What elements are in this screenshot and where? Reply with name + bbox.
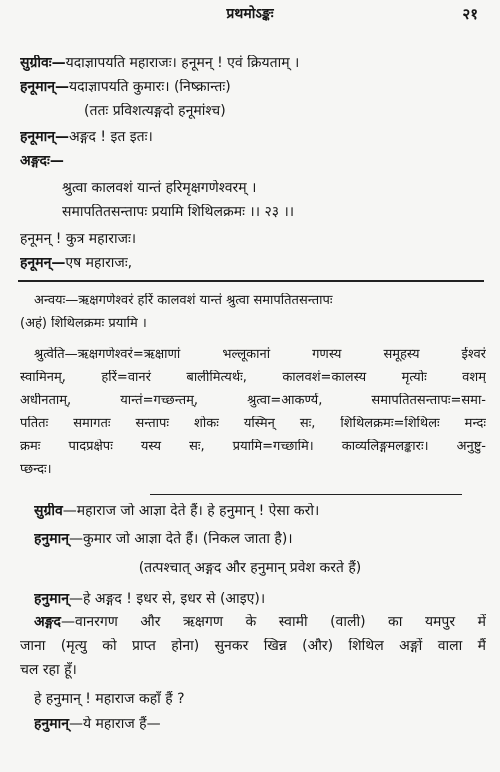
dialogue-text: —कुमार जो आज्ञा देते हैं। (निकल जाता है)। [68, 531, 293, 547]
sanskrit-line [20, 79, 486, 97]
page-number: २१ [462, 5, 478, 23]
dialogue-text: —महाराज जो आज्ञा देते हैं। हे हनुमान् ! ऐसा करो। [62, 503, 320, 519]
verse-line: श्रुत्वा कालवशं यान्तं हरिमृक्षगणेश्वरम् । [62, 180, 257, 196]
hindi-line [34, 716, 486, 734]
dialogue-text: अङ्गद ! इत इतः। [68, 129, 153, 145]
running-title: प्रथमोऽङ्कः [226, 6, 274, 22]
commentary-line: श्रुत्वेति—ऋक्षगणेश्वरं=ऋक्षाणां भल्लूकानां गणस्य समूहस्य ईश्वरं [34, 347, 486, 362]
hindi-line: हे हनुमान् ! महाराज कहाँ हैं ? [34, 691, 185, 707]
section-divider [150, 494, 462, 495]
hindi-line [34, 614, 486, 632]
anvaya-line: अन्वयः—ऋक्षगणेश्वरं हरिं कालवशं यान्तं श्रुत्वा समापतितसन्तापः [34, 293, 333, 308]
hindi-line: चल रहा हूँ। [20, 662, 77, 678]
hindi-line [34, 503, 486, 521]
page-header [0, 4, 500, 24]
dialogue-text: यदाज्ञापयति महाराजः। हनूमन् ! एवं क्रियताम् । [65, 55, 300, 71]
stage-direction: (तत्पश्चात् अङ्गद और हनुमान् प्रवेश करते हैं) [138, 560, 362, 576]
dialogue-text: —ये महाराज हैं— [68, 716, 161, 732]
speaker-name: अङ्गद [34, 614, 61, 630]
sanskrit-line: हनूमन् ! कुत्र महाराजः। [20, 231, 137, 247]
sanskrit-line [20, 55, 486, 73]
speaker-name: हनुमान् [34, 591, 69, 607]
section-divider [18, 280, 484, 282]
sanskrit-line [20, 255, 486, 273]
stage-direction: (ततः प्रविशत्यङ्गदो हनूमांश्च) [84, 103, 226, 119]
speaker-name: हनूमन्— [20, 255, 66, 271]
anvaya-line: (अहं) शिथिलक्रमः प्रयामि । [20, 316, 147, 331]
hindi-line [34, 591, 486, 609]
speaker-name: हनूमान्— [20, 79, 69, 95]
commentary-line: क्रमः पादप्रक्षेपः यस्य सः, प्रयामि=गच्छामि। काव्यलिङ्गमलङ्कारः। अनुष्टु- [20, 439, 486, 454]
speaker-name: हनुमान् [34, 716, 69, 732]
dialogue-text: यदाज्ञापयति कुमारः। (निष्क्रान्तः) [68, 79, 231, 95]
verse-line: समापतितसन्तापः प्रयामि शिथिलक्रमः ।। २३ ।। [62, 204, 295, 220]
speaker-name: सुग्रीवः— [20, 55, 66, 71]
dialogue-text: —हे अङ्गद ! इधर से, इधर से (आइए)। [68, 591, 266, 607]
speaker-name: हनूमान्— [20, 129, 69, 145]
hindi-line: जाना (मृत्यु को प्राप्त होना) सुनकर खिन्न (और) शिथिल अङ्गों वाला मैं [20, 638, 486, 654]
dialogue-text: —वानरगण और ऋक्षगण के स्वामी (वाली) का यमपुर में [61, 614, 486, 630]
commentary-line: प्छन्दः। [20, 462, 52, 477]
speaker-name: हनुमान् [34, 531, 69, 547]
speaker-name: सुग्रीव [34, 503, 63, 519]
commentary-line: अधीनताम्, यान्तं=गच्छन्तम्, श्रुत्वा=आकर्ण्य, समापतितसन्तापः=समा- [20, 393, 486, 408]
hindi-line [34, 531, 486, 549]
commentary-line: पतितः समागतः सन्तापः शोकः यस्मिन् सः, शिथिलक्रमः=शिथिलः मन्दः [20, 416, 486, 431]
speaker-name: अङ्गदः— [20, 153, 64, 169]
dialogue-text: एष महाराजः, [65, 255, 133, 271]
sanskrit-line [20, 129, 486, 147]
commentary-line: स्वामिनम्, हरिं=वानरं बालीमित्यर्थः, कालवशं=कालस्य मृत्योः वशम् [20, 370, 486, 385]
